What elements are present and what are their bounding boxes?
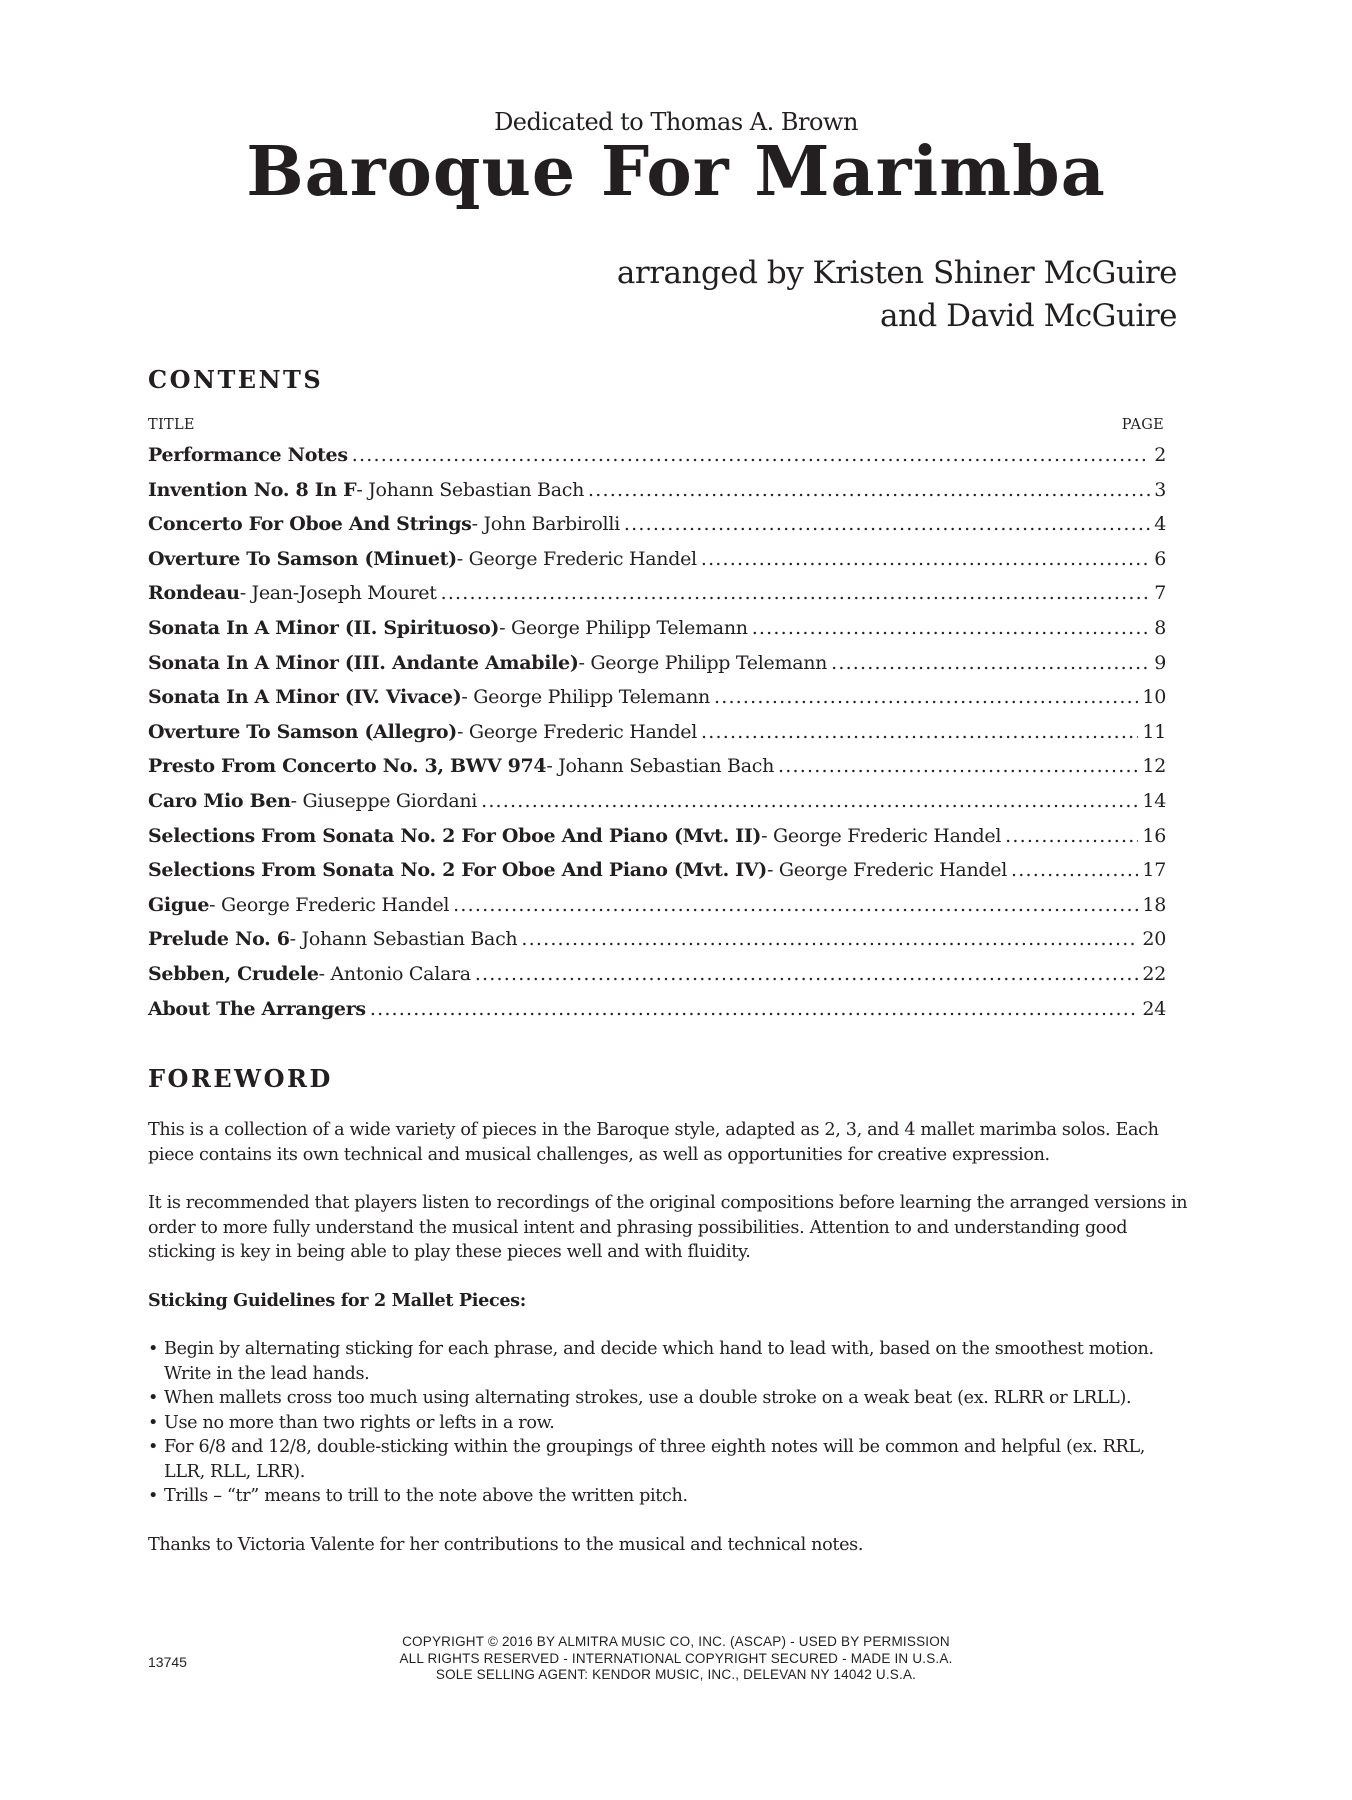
toc-entry-title: Overture To Samson (Allegro) bbox=[148, 720, 457, 743]
toc-entry-composer: - George Frederic Handel bbox=[761, 824, 1002, 847]
table-of-contents bbox=[148, 444, 1166, 1032]
toc-entry-page: 9 bbox=[1154, 651, 1166, 674]
copyright-notice bbox=[0, 1634, 1352, 1684]
toc-entry-title: Caro Mio Ben bbox=[148, 789, 291, 812]
toc-entry-title: Concerto For Oboe And Strings bbox=[148, 513, 472, 536]
toc-leader-dots bbox=[441, 582, 1151, 604]
toc-leader-dots bbox=[352, 444, 1150, 466]
toc-entry bbox=[148, 513, 1166, 548]
sticking-guideline-item bbox=[148, 1484, 1188, 1509]
sticking-guideline-text: Use no more than two rights or lefts in a row. bbox=[164, 1412, 555, 1433]
toc-entry bbox=[148, 894, 1166, 929]
toc-entry-page: 24 bbox=[1142, 997, 1166, 1020]
toc-leader-dots bbox=[701, 548, 1150, 570]
toc-entry-title: Invention No. 8 In F bbox=[148, 478, 357, 501]
contents-heading: CONTENTS bbox=[148, 365, 324, 394]
toc-entry bbox=[148, 617, 1166, 652]
toc-entry-composer: - Giuseppe Giordani bbox=[290, 789, 478, 812]
toc-entry-page: 17 bbox=[1142, 859, 1166, 882]
bullet-marker: • bbox=[148, 1339, 159, 1359]
bullet-marker: • bbox=[148, 1388, 159, 1408]
toc-entry bbox=[148, 998, 1166, 1033]
copyright-line-1: COPYRIGHT © 2016 BY ALMITRA MUSIC CO, INC. (ASCAP) - USED BY PERMISSION bbox=[402, 1634, 950, 1649]
toc-leader-dots bbox=[370, 998, 1139, 1020]
toc-entry-page: 20 bbox=[1142, 928, 1166, 951]
toc-entry-composer: - George Philipp Telemann bbox=[461, 686, 710, 709]
toc-entry-title: About The Arrangers bbox=[148, 997, 366, 1020]
toc-entry bbox=[148, 721, 1166, 756]
toc-entry-title: Sebben, Crudele bbox=[148, 962, 319, 985]
sticking-guideline-item bbox=[148, 1435, 1188, 1484]
toc-entry-title: Rondeau bbox=[148, 582, 240, 605]
toc-leader-dots bbox=[714, 686, 1138, 708]
sticking-guideline-item bbox=[148, 1386, 1188, 1411]
arranger-line-2: and David McGuire bbox=[879, 298, 1177, 334]
toc-entry bbox=[148, 755, 1166, 790]
toc-entry-composer: - George Frederic Handel bbox=[456, 547, 697, 570]
foreword-body bbox=[148, 1118, 1188, 1581]
toc-leader-dots bbox=[701, 721, 1138, 743]
toc-entry-title: Sonata In A Minor (IV. Vivace) bbox=[148, 686, 462, 709]
toc-entry bbox=[148, 686, 1166, 721]
toc-leader-dots bbox=[475, 963, 1139, 985]
toc-entry-page: 2 bbox=[1154, 444, 1166, 466]
toc-entry-composer: - Johann Sebastian Bach bbox=[546, 755, 775, 778]
toc-entry bbox=[148, 582, 1166, 617]
toc-leader-dots bbox=[831, 652, 1150, 674]
toc-leader-dots bbox=[752, 617, 1151, 639]
toc-entry-composer: - Johann Sebastian Bach bbox=[289, 928, 518, 951]
toc-leader-dots bbox=[778, 755, 1138, 777]
toc-entry-page: 10 bbox=[1142, 686, 1166, 709]
toc-entry-page: 22 bbox=[1142, 962, 1166, 985]
toc-entry bbox=[148, 859, 1166, 894]
toc-leader-dots bbox=[624, 513, 1150, 535]
sticking-guideline-text: For 6/8 and 12/8, double-sticking within the groupings of three eighth notes will be common and helpful (ex. RRL, LLR, RLL, LRR). bbox=[164, 1437, 1146, 1482]
toc-leader-dots bbox=[1011, 859, 1138, 881]
toc-entry-page: 8 bbox=[1154, 616, 1166, 639]
sticking-guideline-item bbox=[148, 1337, 1188, 1386]
toc-entry bbox=[148, 444, 1166, 479]
toc-entry-composer: - George Philipp Telemann bbox=[499, 616, 748, 639]
toc-entry-page: 11 bbox=[1142, 720, 1166, 743]
title-column-header: TITLE bbox=[148, 417, 195, 433]
toc-entry bbox=[148, 548, 1166, 583]
toc-entry-page: 18 bbox=[1142, 893, 1166, 916]
toc-entry bbox=[148, 963, 1166, 998]
toc-entry-title: Gigue bbox=[148, 893, 210, 916]
bullet-marker: • bbox=[148, 1437, 159, 1457]
toc-entry-composer: - George Frederic Handel bbox=[209, 893, 450, 916]
toc-entry-title: Overture To Samson (Minuet) bbox=[148, 547, 457, 570]
toc-entry-composer: - Antonio Calara bbox=[318, 962, 471, 985]
toc-entry-composer: - Jean-Joseph Mouret bbox=[239, 582, 437, 605]
toc-entry-title: Sonata In A Minor (II. Spirituoso) bbox=[148, 616, 500, 639]
toc-entry-page: 3 bbox=[1154, 478, 1166, 501]
toc-leader-dots bbox=[481, 790, 1138, 812]
copyright-line-2: ALL RIGHTS RESERVED - INTERNATIONAL COPYRIGHT SECURED - MADE IN U.S.A. bbox=[399, 1650, 953, 1666]
toc-entry-composer: - George Philipp Telemann bbox=[578, 651, 828, 674]
toc-entry-title: Selections From Sonata No. 2 For Oboe And Piano (Mvt. IV) bbox=[148, 859, 767, 882]
toc-entry-page: 6 bbox=[1154, 547, 1166, 570]
toc-leader-dots bbox=[453, 894, 1138, 916]
toc-entry-title: Presto From Concerto No. 3, BWV 974 bbox=[148, 755, 547, 778]
bullet-marker: • bbox=[148, 1412, 159, 1433]
dedication: Dedicated to Thomas A. Brown bbox=[494, 108, 858, 136]
toc-leader-dots bbox=[521, 928, 1138, 950]
sticking-guideline-item bbox=[148, 1411, 1188, 1436]
toc-entry-title: Performance Notes bbox=[148, 444, 348, 466]
toc-entry-page: 14 bbox=[1142, 789, 1166, 812]
toc-entry-composer: - George Frederic Handel bbox=[457, 720, 698, 743]
toc-entry-composer: - George Frederic Handel bbox=[766, 859, 1007, 882]
sticking-guideline-text: When mallets cross too much using alternating strokes, use a double stroke on a weak beat (ex. RLRR or LRLL). bbox=[164, 1388, 1132, 1408]
copyright-line-3: SOLE SELLING AGENT: KENDOR MUSIC, INC., DELEVAN NY 14042 U.S.A. bbox=[435, 1667, 917, 1682]
sticking-guideline-text: Begin by alternating sticking for each phrase, and decide which hand to lead with, based on the smoothest motion. Write in the lead hands. bbox=[164, 1339, 1154, 1384]
toc-entry-composer: - Johann Sebastian Bach bbox=[356, 478, 585, 501]
page-column-header: PAGE bbox=[1121, 417, 1164, 433]
toc-leader-dots bbox=[1005, 825, 1138, 847]
toc-entry-page: 4 bbox=[1154, 513, 1166, 536]
foreword-heading: FOREWORD bbox=[148, 1064, 333, 1093]
toc-entry-title: Sonata In A Minor (III. Andante Amabile) bbox=[148, 651, 579, 674]
toc-entry bbox=[148, 825, 1166, 860]
thanks-note: Thanks to Victoria Valente for her contributions to the musical and technical notes. bbox=[148, 1534, 864, 1555]
toc-entry bbox=[148, 652, 1166, 687]
sticking-guideline-text: Trills – “tr” means to trill to the note above the written pitch. bbox=[164, 1486, 688, 1506]
page-title: Baroque For Marimba bbox=[246, 132, 1106, 212]
toc-entry-page: 12 bbox=[1142, 755, 1166, 778]
toc-entry bbox=[148, 790, 1166, 825]
toc-entry bbox=[148, 479, 1166, 514]
sticking-guidelines-heading: Sticking Guidelines for 2 Mallet Pieces: bbox=[148, 1289, 526, 1311]
foreword-paragraph-1: This is a collection of a wide variety of pieces in the Baroque style, adapted as 2, 3, and 4 mallet marimba solos. Each piece contains its own technical and musical challenges, as well as opportunities for creative expression. bbox=[148, 1120, 1159, 1165]
toc-entry-page: 7 bbox=[1154, 582, 1166, 605]
catalog-number: 13745 bbox=[148, 1654, 187, 1670]
toc-entry bbox=[148, 928, 1166, 963]
bullet-marker: • bbox=[148, 1486, 159, 1506]
foreword-paragraph-2: It is recommended that players listen to recordings of the original compositions before learning the arranged versions in order to more fully understand the musical intent and phrasing possibilities. Attention to and understanding good sticking is key in being able to play these pieces well and with fluidity. bbox=[148, 1193, 1188, 1262]
toc-entry-title: Prelude No. 6 bbox=[148, 928, 290, 951]
sticking-guidelines-list bbox=[148, 1337, 1188, 1509]
arranger-line-1: arranged by Kristen Shiner McGuire bbox=[616, 255, 1177, 291]
toc-entry-title: Selections From Sonata No. 2 For Oboe And Piano (Mvt. II) bbox=[148, 824, 762, 847]
toc-entry-composer: - John Barbirolli bbox=[471, 513, 620, 536]
toc-entry-page: 16 bbox=[1142, 824, 1166, 847]
toc-leader-dots bbox=[588, 479, 1150, 501]
